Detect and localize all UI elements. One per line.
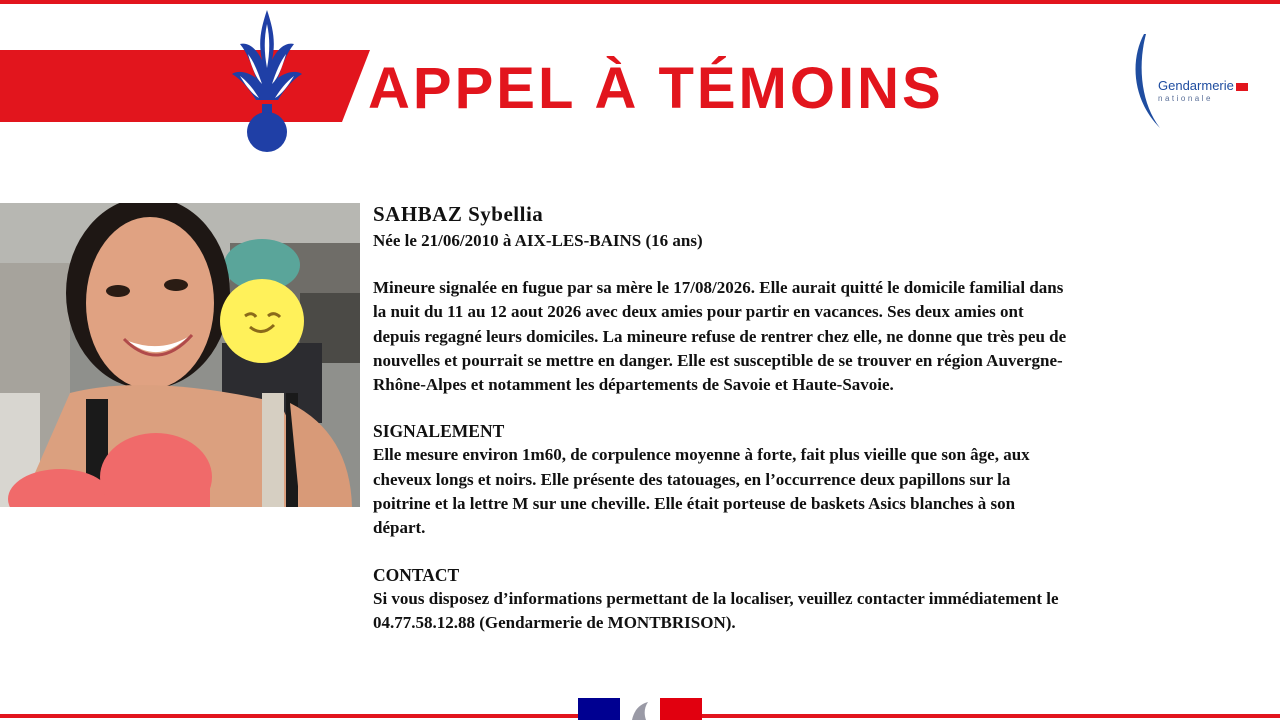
description-line: Mineure signalée en fugue par sa mère le 17/08/2026. Elle aurait quitté le domicile familial dans [373,278,1064,297]
signalement-line: poitrine et la lettre M sur une cheville. Elle était porteuse de baskets Asics blanches à son [373,494,1016,514]
logo-name: Gendarmerie [1158,78,1234,93]
description-line: la nuit du 11 au 12 aout 2026 avec deux amies pour partir en vacances. Ses deux amies ont [373,302,1024,322]
marianne-republique-francaise-icon [578,698,702,720]
smiley-emoji-icon [220,279,304,363]
missing-person-photo [0,203,360,507]
contact-line: 04.77.58.12.88 (Gendarmerie de MONTBRISON). [373,612,736,632]
signalement-line: Elle mesure environ 1m60, de corpulence moyenne à forte, fait plus vieille que son âge, aux [373,445,1030,465]
signalement-heading: SIGNALEMENT [373,421,505,442]
description-line: Rhône-Alpes et notamment les départements de Savoie et Haute-Savoie. [373,375,894,395]
contact-heading: CONTACT [373,564,460,585]
person-name: SAHBAZ Sybellia [373,202,544,226]
description-line: depuis regagné leurs domiciles. La mineure refuse de rentrer chez elle, ne donne que très peu de [373,326,1067,346]
top-red-rule [0,0,1280,4]
gendarmerie-grenade-icon [226,8,308,156]
logo-flag-mark [1236,83,1248,91]
page-title: APPEL À TÉMOINS [368,56,944,121]
banner-red-stripe-end [300,50,370,122]
signalement-line: départ. [373,518,426,538]
contact-line: Si vous disposez d’informations permettant de la localiser, veuillez contacter immédiatement le [373,588,1059,608]
logo-subtitle: nationale [1158,94,1213,103]
person-birth: Née le 21/06/2010 à AIX-LES-BAINS (16 ans) [373,231,703,250]
signalement-line: cheveux longs et noirs. Elle présente des tatouages, en l’occurrence deux papillons sur la [373,469,1011,489]
description-line: nouvelles et pourrait se mettre en danger. Elle est susceptible de se trouver en région Auvergne- [373,350,1063,370]
notice-text [373,200,1213,635]
